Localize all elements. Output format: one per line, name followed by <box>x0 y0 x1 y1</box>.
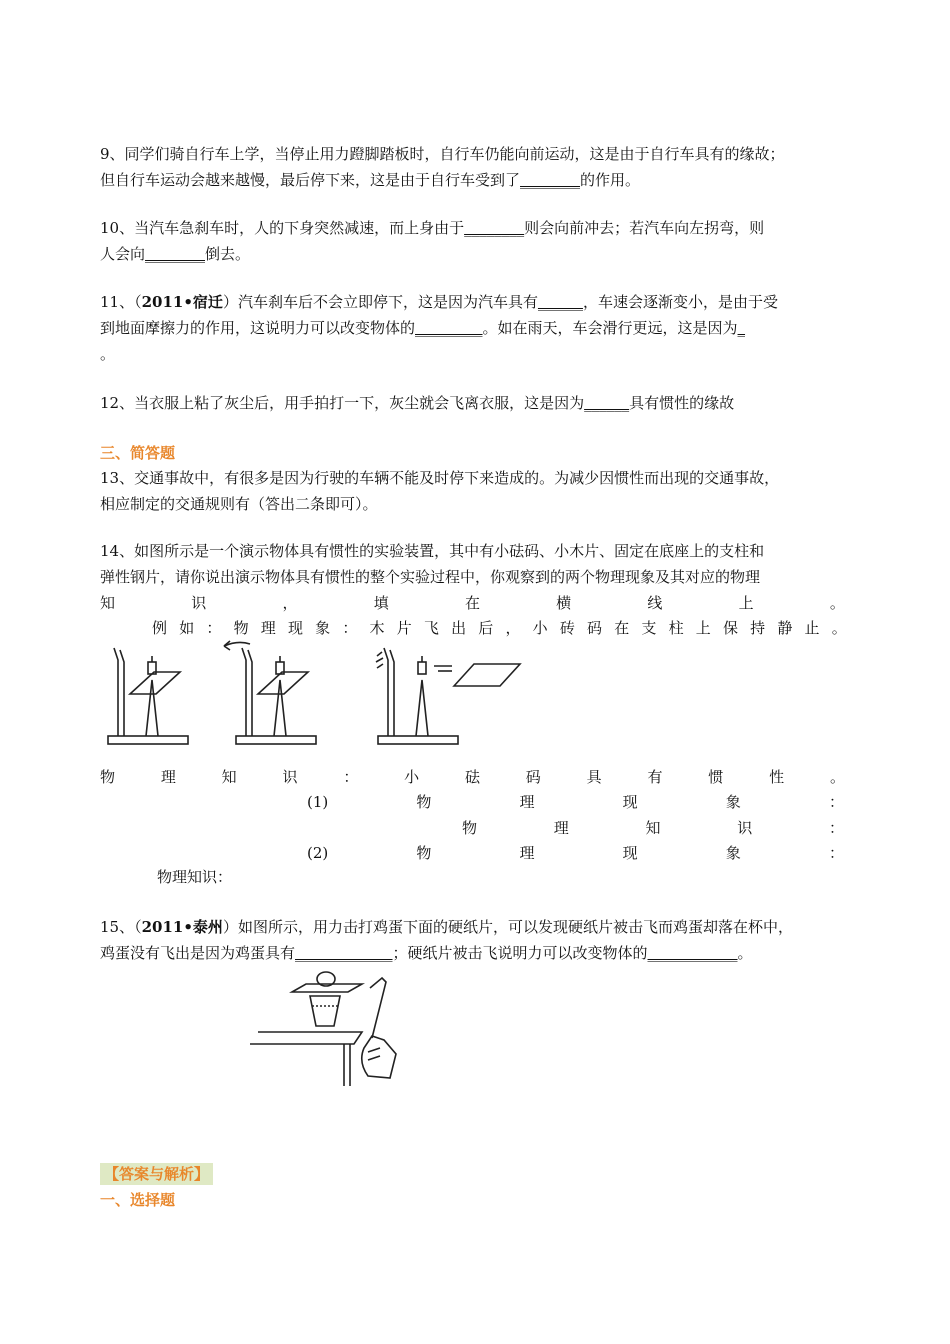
text: 倒去。 <box>205 245 251 263</box>
spaced-char: 填 <box>373 594 389 612</box>
spaced-char: 物 <box>416 793 432 811</box>
q9-line1: 9、同学们骑自行车上学，当停止用力蹬脚踏板时，自行车仍能向前运动，这是由于自行车具有的缘故； <box>100 145 785 163</box>
q14-line1: 14、如图所示是一个演示物体具有惯性的实验装置，其中有小砝码、小木片、固定在底座上的支柱和 <box>100 542 765 560</box>
spaced-char: 横 <box>556 594 572 612</box>
spaced-char: ： <box>828 844 844 862</box>
spaced-char: 如 <box>179 619 195 637</box>
spaced-char: 现 <box>287 619 303 637</box>
inertia-apparatus-figure <box>100 640 530 750</box>
q14-line2: 弹性钢片，请你说出演示物体具有惯性的整个实验过程中，你观察到的两个物理现象及其对应的物理 <box>100 568 761 586</box>
spaced-char: 物 <box>100 768 116 786</box>
q11-line3: 。 <box>100 345 116 363</box>
q15-line2 <box>100 940 860 966</box>
spaced-char: 识 <box>737 819 753 837</box>
text: 11、（ <box>100 293 142 311</box>
spaced-char: 在 <box>464 594 480 612</box>
spaced-char: 小 <box>404 768 420 786</box>
spaced-char: 码 <box>587 619 603 637</box>
answer-blank[interactable]: ________ <box>145 245 206 263</box>
spaced-char: 知 <box>100 594 116 612</box>
spaced-char: 保 <box>722 619 738 637</box>
spaced-char: 飞 <box>423 619 439 637</box>
text: 人会向 <box>100 245 146 263</box>
q9-line2 <box>100 167 860 193</box>
spaced-char: 止 <box>804 619 820 637</box>
text: ）汽车刹车后不会立即停下，这是因为汽车具有 <box>222 293 538 311</box>
answer-blank[interactable]: _____________ <box>295 944 393 962</box>
spaced-char: 识 <box>191 594 207 612</box>
spaced-char: 现 <box>622 844 638 862</box>
spaced-char: 物 <box>233 619 249 637</box>
text: 到地面摩擦力的作用，这说明力可以改变物体的 <box>100 319 416 337</box>
text: 但自行车运动会越来越慢，最后停下来，这是由于自行车受到了 <box>100 171 521 189</box>
spaced-char: 。 <box>829 768 845 786</box>
text: 。 <box>737 944 753 962</box>
spaced-char: 物 <box>462 819 478 837</box>
spaced-char: 。 <box>829 594 845 612</box>
spaced-char: 例 <box>152 619 168 637</box>
egg-card-cup-figure <box>250 966 400 1091</box>
section-heading-1: 一、选择题 <box>100 1191 176 1209</box>
q11-line1 <box>100 289 860 315</box>
spaced-char: 具 <box>586 768 602 786</box>
spaced-char: 上 <box>695 619 711 637</box>
spaced-char: 理 <box>519 793 535 811</box>
spaced-char: 知 <box>645 819 661 837</box>
q14-phenomenon-1[interactable] <box>307 789 844 815</box>
text: 15、（ <box>100 918 142 936</box>
spaced-char: ： <box>343 768 359 786</box>
q13-line1: 13、交通事故中，有很多是因为行驶的车辆不能及时停下来造成的。为减少因惯性而出现的交通事故， <box>100 469 780 487</box>
spaced-char: ， <box>282 594 298 612</box>
spaced-char: 静 <box>777 619 793 637</box>
spaced-char: 理 <box>260 619 276 637</box>
spaced-char: 象 <box>725 793 741 811</box>
answer-blank[interactable]: ________ <box>464 219 525 237</box>
q14-example <box>152 615 847 641</box>
text: 的作用。 <box>580 171 641 189</box>
spaced-char: 识 <box>282 768 298 786</box>
text: 鸡蛋没有飞出是因为鸡蛋具有 <box>100 944 296 962</box>
q14-knowledge-2[interactable]: 物理知识： <box>157 868 233 886</box>
ruler-icon <box>370 978 386 1038</box>
apparatus-before <box>108 648 188 744</box>
spaced-char: 持 <box>750 619 766 637</box>
answer-blank[interactable]: ______ <box>537 293 583 311</box>
text: 具有惯性的缘故 <box>629 394 735 412</box>
spaced-char: (2) <box>307 844 329 862</box>
text: 10、当汽车急刹车时，人的下身突然减速，而上身由于 <box>100 219 465 237</box>
spaced-char: ： <box>206 619 222 637</box>
spaced-char: 线 <box>647 594 663 612</box>
q10-line1 <box>100 215 860 241</box>
spaced-char: ， <box>505 619 521 637</box>
answer-blank[interactable]: ______ <box>584 394 630 412</box>
source-tag: 2011•泰州 <box>141 918 223 936</box>
cup-icon <box>310 996 340 1026</box>
spaced-char: 柱 <box>668 619 684 637</box>
q14-line3 <box>100 590 845 616</box>
q14-phenomenon-2[interactable] <box>307 840 844 866</box>
spaced-char: ： <box>828 819 844 837</box>
spaced-char: 后 <box>478 619 494 637</box>
spaced-char: 物 <box>416 844 432 862</box>
q13-line2: 相应制定的交通规则有（答出二条即可）。 <box>100 495 378 513</box>
text: ，车速会逐渐变小，是由于受 <box>582 293 778 311</box>
spaced-char: 码 <box>525 768 541 786</box>
spaced-char: 片 <box>396 619 412 637</box>
spaced-char: 小 <box>532 619 548 637</box>
q10-line2 <box>100 241 860 267</box>
q14-knowledge-example <box>100 764 845 790</box>
answers-title: 【答案与解析】 <box>100 1163 213 1185</box>
spaced-char: ： <box>342 619 358 637</box>
spaced-char: 砖 <box>559 619 575 637</box>
text: 。如在雨天，车会滑行更远，这是因为 <box>482 319 738 337</box>
spaced-char: 在 <box>614 619 630 637</box>
spaced-char: 理 <box>519 844 535 862</box>
q12-line1 <box>100 390 860 416</box>
spaced-char: 知 <box>221 768 237 786</box>
spaced-char: (1) <box>307 793 329 811</box>
spaced-char: 上 <box>738 594 754 612</box>
spaced-char: ： <box>828 793 844 811</box>
apparatus-bent <box>224 641 316 744</box>
q11-line2 <box>100 315 860 341</box>
answer-blank[interactable]: ________ <box>520 171 581 189</box>
spaced-char: 象 <box>315 619 331 637</box>
spaced-char: 现 <box>622 793 638 811</box>
spaced-char: 。 <box>831 619 847 637</box>
spaced-char: 理 <box>160 768 176 786</box>
answer-blank[interactable]: _________ <box>415 319 483 337</box>
spaced-char: 性 <box>769 768 785 786</box>
spaced-char: 出 <box>451 619 467 637</box>
spaced-char: 理 <box>553 819 569 837</box>
spaced-char: 有 <box>647 768 663 786</box>
q15-line1 <box>100 914 860 940</box>
spaced-char: 象 <box>725 844 741 862</box>
text: ；硬纸片被击飞说明力可以改变物体的 <box>392 944 648 962</box>
answer-blank[interactable]: ____________ <box>647 944 738 962</box>
source-tag: 2011•宿迁 <box>141 293 223 311</box>
text: 则会向前冲去；若汽车向左拐弯，则 <box>524 219 765 237</box>
spaced-char: 支 <box>641 619 657 637</box>
spaced-char: 砝 <box>464 768 480 786</box>
spaced-char: 惯 <box>708 768 724 786</box>
text: 12、当衣服上粘了灰尘后，用手拍打一下，灰尘就会飞离衣服，这是因为 <box>100 394 585 412</box>
spaced-char: 木 <box>369 619 385 637</box>
q14-knowledge-1[interactable] <box>462 815 844 841</box>
answer-blank[interactable]: _ <box>737 319 746 337</box>
text: ）如图所示，用力击打鸡蛋下面的硬纸片，可以发现硬纸片被击飞而鸡蛋却落在杯中， <box>222 918 793 936</box>
section-heading-3: 三、简答题 <box>100 444 176 462</box>
apparatus-after <box>376 648 520 744</box>
